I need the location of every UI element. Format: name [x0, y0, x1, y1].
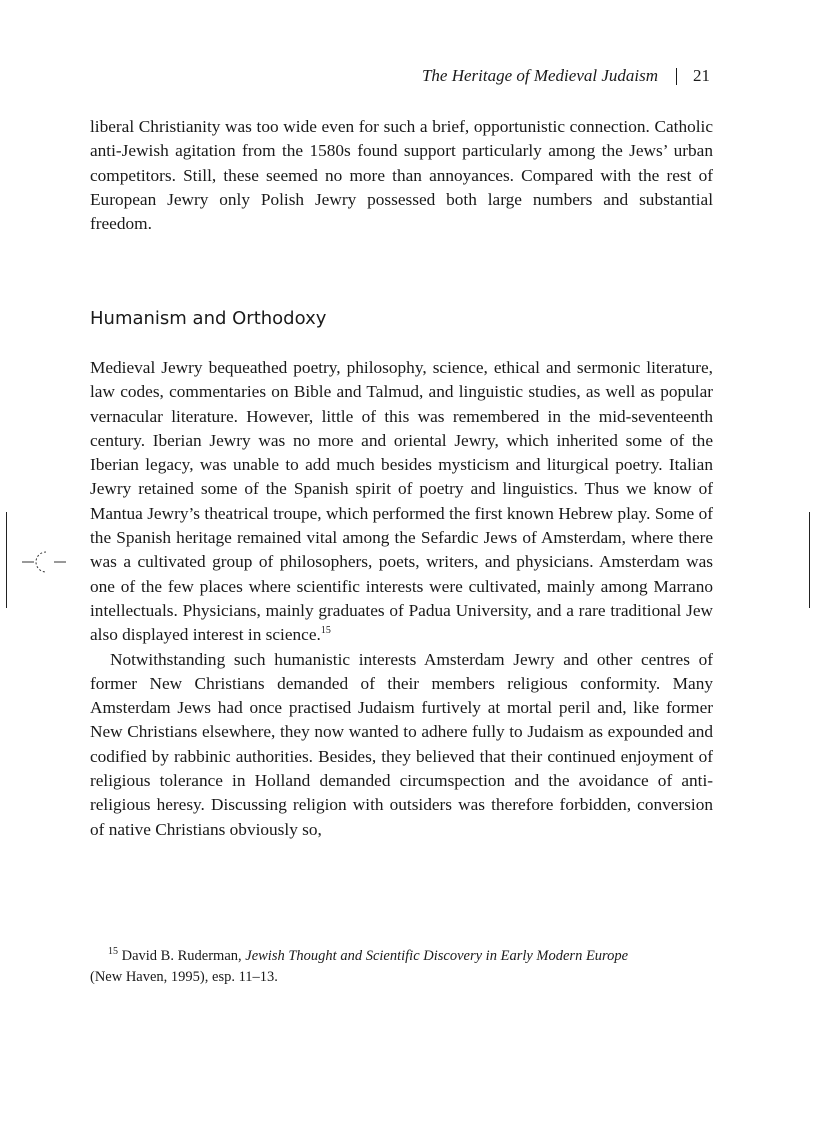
footnote: [90, 946, 713, 988]
footnote-ref[interactable]: 15: [320, 625, 331, 637]
footnote-author: David B. Ruderman,: [121, 948, 242, 964]
paragraph-1-text: Medieval Jewry bequeathed poetry, philosophy, science, ethical and sermonic literature, law codes, commentaries on Bible and Talmud, and linguistic studies, as well as popular vernacular literature. However, little of this was remembered in the mid-seventeenth century. Iberian Jewry was no more and oriental Jewry, which inherited some of the Iberian legacy, was unable to add much besides mysticism and liturgical poetry. Italian Jewry retained some of the Spanish spirit of poetry and linguistics. Thus we know of Mantua Jewry’s theatrical troupe, which performed the first known Hebrew play. Some of the Spanish heritage remained vital among the Sefardic Jews of Amsterdam, where there was a cultivated group of philosophers, poets, writers, and physicians. Amsterdam was one of the few places where scientific interests were cultivated, mainly among Marrano intellectuals. Physicians, mainly graduates of Padua University, and a rare traditional Jew also displayed interest in science.: [90, 358, 713, 645]
running-head-divider: [676, 68, 677, 85]
running-head: [422, 66, 710, 86]
crop-mark-left: [6, 512, 7, 608]
footnote-details: (New Haven, 1995), esp. 11–13.: [90, 969, 278, 985]
paragraph-2: Notwithstanding such humanistic interests Amsterdam Jewry and other centres of former New Christians demanded of their members religious conformity. Many Amsterdam Jews had once practised Judaism furtively at mortal peril and, like former New Christians elsewhere, they now wanted to adhere fully to Judaism as expounded and codified by rabbinic authorities. Besides, they believed that their continued enjoyment of religious tolerance in Holland demanded circumspection and the avoidance of anti-religious heresy. Discussing religion with outsiders was therefore forbidden, conversion of native Christians obviously so,: [90, 649, 713, 839]
continued-paragraph: liberal Christianity was too wide even for such a brief, opportunistic connection. Catholic anti-Jewish agitation from the 1580s found support particularly among the Jews’ urban competitors. Still, these seemed no more than annoyances. Compared with the rest of European Jewry only Polish Jewry possessed both large numbers and substantial freedom.: [90, 117, 713, 234]
footnote-book-title: Jewish Thought and Scientific Discovery in Early Modern Europe: [245, 948, 629, 964]
section-heading: Humanism and Orthodoxy: [90, 308, 327, 329]
footnote-line: [90, 946, 713, 967]
running-head-title: The Heritage of Medieval Judaism: [421, 66, 658, 85]
footnote-number: 15: [108, 946, 118, 958]
paragraph-1: [90, 356, 713, 648]
registration-mark-icon: [22, 548, 66, 576]
section-body: [90, 356, 713, 842]
page-number: 21: [693, 66, 710, 85]
crop-mark-right: [809, 512, 810, 608]
